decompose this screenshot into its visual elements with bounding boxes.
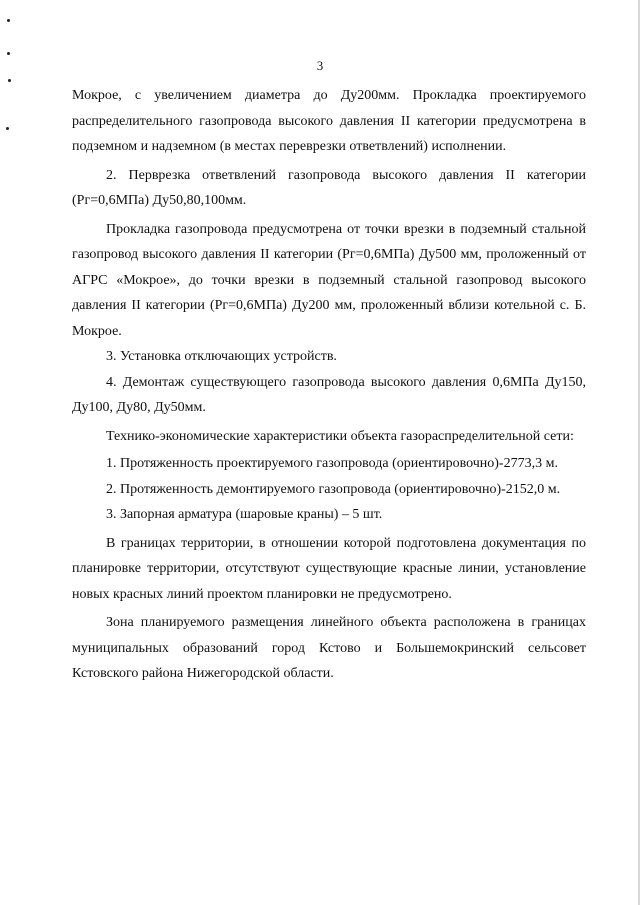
margin-dot — [8, 79, 11, 82]
document-body — [72, 83, 586, 687]
margin-dot — [7, 19, 10, 22]
margin-dot — [6, 127, 9, 130]
paragraph-characteristics-heading: Технико-экономические характеристики объекта газораспределительной сети: — [106, 428, 574, 444]
paragraph-laying: Прокладка газопровода предусмотрена от точки врезки в подземный стальной газопровод высокого давления II категории (Рг=0,6МПа) Ду500 мм, проложенный от АГРС «Мокрое», до точки врезки в подземный стальной газопровод высокого давления II категории (Рг=0,6МПа) Ду200 мм, проложенный вблизи котельной с. Б. Мокрое. — [72, 221, 586, 339]
paragraph-red-lines: В границах территории, в отношении которой подготовлена документация по планировке территории, отсутствуют существующие красные линии, установление новых красных линий проектом планировки не предусмотрено. — [72, 535, 586, 602]
paragraph-zone: Зона планируемого размещения линейного объекта расположена в границах муниципальных образований город Кстово и Большемокринский сельсовет Кстовского района Нижегородской области. — [72, 615, 586, 681]
paragraph-item-3: 3. Установка отключающих устройств. — [106, 349, 337, 364]
paragraph-item-2: 2. Перврезка ответвлений газопровода высокого давления II категории (Рг=0,6МПа) Ду50,80,100мм. — [72, 167, 586, 208]
page-number: 3 — [316, 58, 324, 73]
paragraph-continuation: Мокрое, с увеличением диаметра до Ду200мм. Прокладка проектируемого распределительного газопровода высокого давления II категории предусмотрена в подземном и надземном (в местах переврезки ответвлений) исполнении. — [72, 88, 586, 154]
paragraph-item-4: 4. Демонтаж существующего газопровода высокого давления 0,6МПа Ду150, Ду100, Ду80, Ду50мм. — [72, 374, 586, 415]
characteristic-item-3: 3. Запорная арматура (шаровые краны) – 5 шт. — [106, 507, 383, 522]
margin-dot — [7, 52, 10, 55]
characteristic-item-1: 1. Протяженность проектируемого газопровода (ориентировочно)-2773,3 м. — [106, 456, 558, 471]
margin-marks — [0, 0, 40, 200]
characteristic-item-2: 2. Протяженность демонтируемого газопровода (ориентировочно)-2152,0 м. — [106, 481, 561, 497]
